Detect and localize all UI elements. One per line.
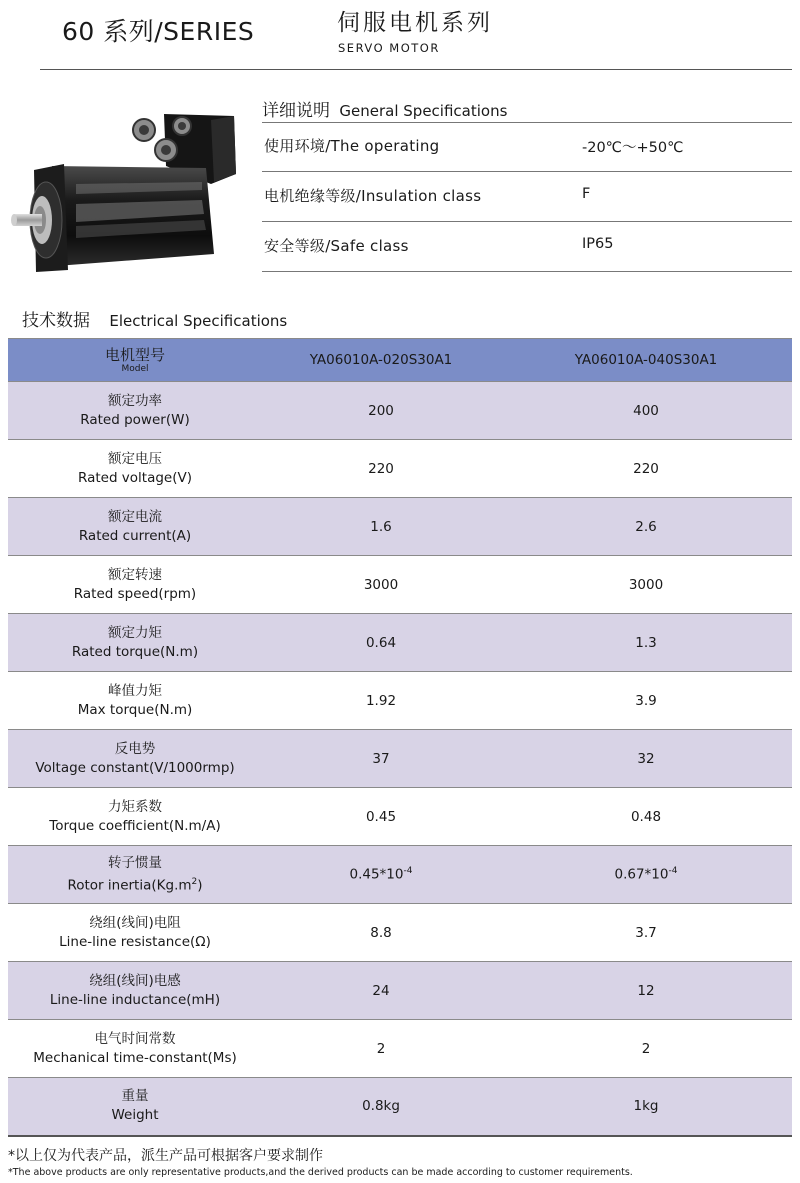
row-label-cn: 绕组(线间)电阻	[89, 914, 181, 931]
general-spec-row	[262, 122, 792, 172]
row-label-en: Weight	[111, 1107, 159, 1124]
table-row	[8, 904, 792, 962]
row-label-cn: 额定功率	[108, 392, 162, 409]
general-spec-title-cn: 详细说明	[262, 101, 330, 121]
row-value-col2: 3000	[500, 556, 792, 614]
general-spec-row	[262, 172, 792, 222]
row-value-col2: 1kg	[500, 1078, 792, 1136]
row-value-col1: 1.92	[262, 672, 500, 730]
row-label-en: Rated current(A)	[78, 527, 192, 544]
general-spec-label: 使用环境/The operating	[264, 137, 440, 155]
table-row	[8, 788, 792, 846]
table-row	[8, 672, 792, 730]
model-header-en: Model	[121, 363, 149, 374]
row-label-cell	[8, 382, 262, 440]
general-spec-row	[262, 222, 792, 272]
general-spec-title	[262, 96, 507, 121]
row-label-en: Torque coefficient(N.m/A)	[49, 817, 221, 834]
row-value-col1	[262, 846, 500, 904]
row-value-col2: 2.6	[500, 498, 792, 556]
servo-motor-image	[6, 104, 246, 274]
row-label-en: Rated power(W)	[80, 411, 190, 428]
model-header-cn: 电机型号	[104, 345, 165, 364]
series-title: 60 系列/SERIES	[62, 17, 255, 46]
general-spec-value: IP65	[582, 236, 614, 252]
row-label-en: Voltage constant(V/1000rmp)	[35, 759, 235, 776]
row-value-col2-exp: -4	[668, 866, 678, 877]
electrical-spec-title-en: Electrical Specifications	[109, 312, 288, 330]
page-title-en: SERVO MOTOR	[338, 41, 440, 55]
row-value-col2: 3.7	[500, 904, 792, 962]
row-label-en-sup: 2	[191, 876, 198, 887]
row-value-col1: 0.64	[262, 614, 500, 672]
row-value-col1: 220	[262, 440, 500, 498]
row-label-en-wrap	[8, 873, 262, 896]
table-row	[8, 730, 792, 788]
row-value-col2: 2	[500, 1020, 792, 1078]
row-label-en: Mechanical time-constant(Ms)	[33, 1049, 237, 1066]
row-label-cn: 反电势	[114, 740, 156, 757]
row-label-en: Rated voltage(V)	[77, 469, 193, 486]
row-value-col1: 8.8	[262, 904, 500, 962]
electrical-spec-table	[8, 338, 792, 1137]
row-label-cn: 额定电压	[108, 450, 162, 467]
table-row	[8, 1078, 792, 1136]
row-label-cn: 力矩系数	[108, 798, 162, 815]
footnote-cn: *以上仅为代表产品，派生产品可根据客户要求制作	[8, 1148, 323, 1164]
row-value-col1: 24	[262, 962, 500, 1020]
row-label-cell	[8, 962, 262, 1020]
row-value-col2: 0.48	[500, 788, 792, 846]
row-label-en: Line-line resistance(Ω)	[59, 933, 211, 950]
table-row	[8, 846, 792, 904]
general-spec-value: F	[582, 186, 591, 202]
row-label-cell	[8, 440, 262, 498]
model-col1-header: YA06010A-020S30A1	[262, 339, 500, 382]
row-label-cn: 额定电流	[108, 508, 162, 525]
table-row	[8, 962, 792, 1020]
row-value-col2: 1.3	[500, 614, 792, 672]
row-label-cell	[8, 672, 262, 730]
row-value-col1: 0.45	[262, 788, 500, 846]
table-header-row	[8, 339, 792, 382]
header-divider	[40, 69, 792, 70]
row-value-col1-exp: -4	[403, 866, 413, 877]
row-label-cell	[8, 556, 262, 614]
row-label-cn: 重量	[121, 1088, 149, 1105]
row-label-cell	[8, 788, 262, 846]
general-spec-value: -20℃～+50℃	[582, 140, 684, 156]
row-value-col1-base: 0.45*10	[349, 866, 404, 883]
electrical-spec-title-cn: 技术数据	[22, 311, 90, 331]
row-value-col1: 1.6	[262, 498, 500, 556]
row-label-en: Rotor inertia(Kg.m	[67, 877, 192, 894]
row-label-cn: 峰值力矩	[108, 682, 162, 699]
table-row	[8, 440, 792, 498]
row-label-cell	[8, 730, 262, 788]
electrical-spec-title	[22, 306, 287, 331]
row-label-cell	[8, 1078, 262, 1136]
row-label-cell	[8, 846, 262, 904]
row-label-cn: 额定力矩	[108, 624, 162, 641]
row-value-col1: 200	[262, 382, 500, 440]
footnote-en: *The above products are only representative products,and the derived products can be made according to customer requirements.	[8, 1167, 633, 1178]
row-value-col2: 400	[500, 382, 792, 440]
row-value-col1: 0.8kg	[262, 1078, 500, 1136]
table-row	[8, 556, 792, 614]
row-label-en: Rated speed(rpm)	[73, 585, 197, 602]
general-spec-label: 安全等级/Safe class	[264, 237, 409, 255]
row-label-cell	[8, 614, 262, 672]
row-label-cn: 电气时间常数	[94, 1030, 176, 1047]
row-value-col2	[500, 846, 792, 904]
row-value-col1: 37	[262, 730, 500, 788]
page-title-cn: 伺服电机系列	[337, 10, 493, 36]
table-row	[8, 498, 792, 556]
row-label-en-tail: )	[197, 877, 203, 894]
row-label-cn: 额定转速	[108, 566, 162, 583]
row-label-cell	[8, 904, 262, 962]
row-value-col1: 3000	[262, 556, 500, 614]
general-spec-label: 电机绝缘等级/Insulation class	[264, 187, 482, 205]
model-col2-header: YA06010A-040S30A1	[500, 339, 792, 382]
row-value-col2: 12	[500, 962, 792, 1020]
row-label-en: Rated torque(N.m)	[71, 643, 199, 660]
row-value-col2: 3.9	[500, 672, 792, 730]
table-row	[8, 382, 792, 440]
row-value-col2: 220	[500, 440, 792, 498]
model-header-cell	[8, 339, 262, 382]
row-label-cell	[8, 1020, 262, 1078]
row-label-cell	[8, 498, 262, 556]
row-label-cn: 转子惯量	[108, 854, 162, 871]
table-row	[8, 1020, 792, 1078]
row-value-col1: 2	[262, 1020, 500, 1078]
row-value-col2: 32	[500, 730, 792, 788]
row-value-col2-base: 0.67*10	[614, 866, 669, 883]
general-spec-title-en: General Specifications	[339, 102, 508, 120]
row-label-cn: 绕组(线间)电感	[89, 972, 181, 989]
row-label-en: Max torque(N.m)	[77, 701, 193, 718]
row-label-en: Line-line inductance(mH)	[49, 991, 221, 1008]
table-row	[8, 614, 792, 672]
